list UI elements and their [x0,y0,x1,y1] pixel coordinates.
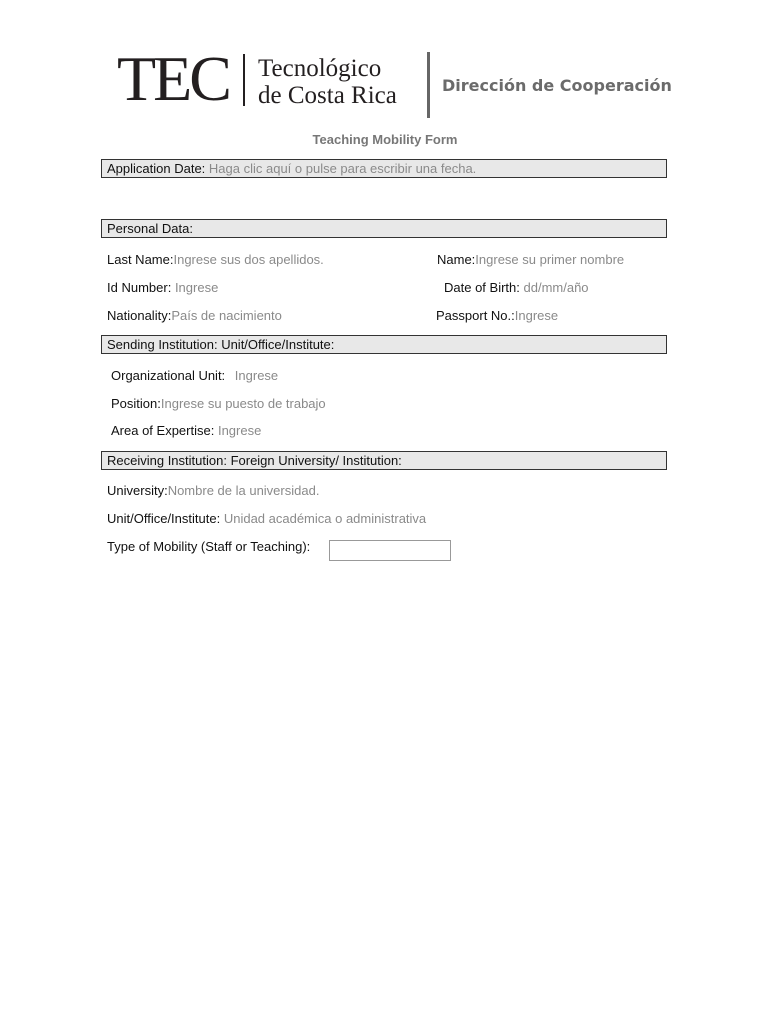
id-number-input[interactable]: Ingrese [174,280,219,295]
last-name-input[interactable]: Ingrese sus dos apellidos. [173,252,324,267]
logo-tec-mark: TEC [117,43,229,114]
unit-field[interactable] [107,511,426,526]
name-label: Name: [437,252,476,267]
personal-data-heading: Personal Data: [101,219,667,238]
position-field[interactable] [111,396,326,411]
position-input[interactable]: Ingrese su puesto de trabajo [160,396,326,411]
org-unit-input[interactable]: Ingrese [234,368,279,383]
department-name: Dirección de Cooperación [442,76,672,95]
nationality-input[interactable]: País de nacimiento [171,308,282,323]
nationality-field[interactable] [107,308,282,323]
university-label: University: [107,483,168,498]
logo-line-1: Tecnológico [258,55,382,82]
date-of-birth-field[interactable] [444,280,589,295]
logo-divider [243,54,245,106]
application-date-placeholder[interactable]: Haga clic aquí o pulse para escribir una fecha. [208,161,477,176]
org-unit-label: Organizational Unit: [111,368,226,383]
date-of-birth-label: Date of Birth: [444,280,520,295]
mobility-type-input[interactable] [329,540,451,561]
id-number-field[interactable] [107,280,218,295]
last-name-field[interactable] [107,252,324,267]
name-input[interactable]: Ingrese su primer nombre [475,252,625,267]
unit-input[interactable]: Unidad académica o administrativa [223,511,427,526]
mobility-type-label: Type of Mobility (Staff or Teaching): [107,539,311,554]
date-of-birth-input[interactable]: dd/mm/año [523,280,589,295]
passport-field[interactable] [436,308,558,323]
id-number-label: Id Number: [107,280,172,295]
application-date-label: Application Date: [107,161,206,176]
org-unit-field[interactable] [111,368,278,383]
passport-input[interactable]: Ingrese [514,308,559,323]
expertise-input[interactable]: Ingrese [217,423,262,438]
last-name-label: Last Name: [107,252,174,267]
name-field[interactable] [437,252,624,267]
form-title: Teaching Mobility Form [312,132,458,147]
sending-institution-heading: Sending Institution: Unit/Office/Institute: [101,335,667,354]
nationality-label: Nationality: [107,308,172,323]
receiving-institution-heading: Receiving Institution: Foreign University/ Institution: [101,451,667,470]
expertise-label: Area of Expertise: [111,423,215,438]
unit-label: Unit/Office/Institute: [107,511,221,526]
expertise-field[interactable] [111,423,261,438]
position-label: Position: [111,396,161,411]
application-date-field[interactable] [101,159,667,178]
header-divider [427,52,430,118]
university-input[interactable]: Nombre de la universidad. [167,483,320,498]
logo-line-2: de Costa Rica [258,82,397,109]
passport-label: Passport No.: [436,308,515,323]
university-field[interactable] [107,483,319,498]
